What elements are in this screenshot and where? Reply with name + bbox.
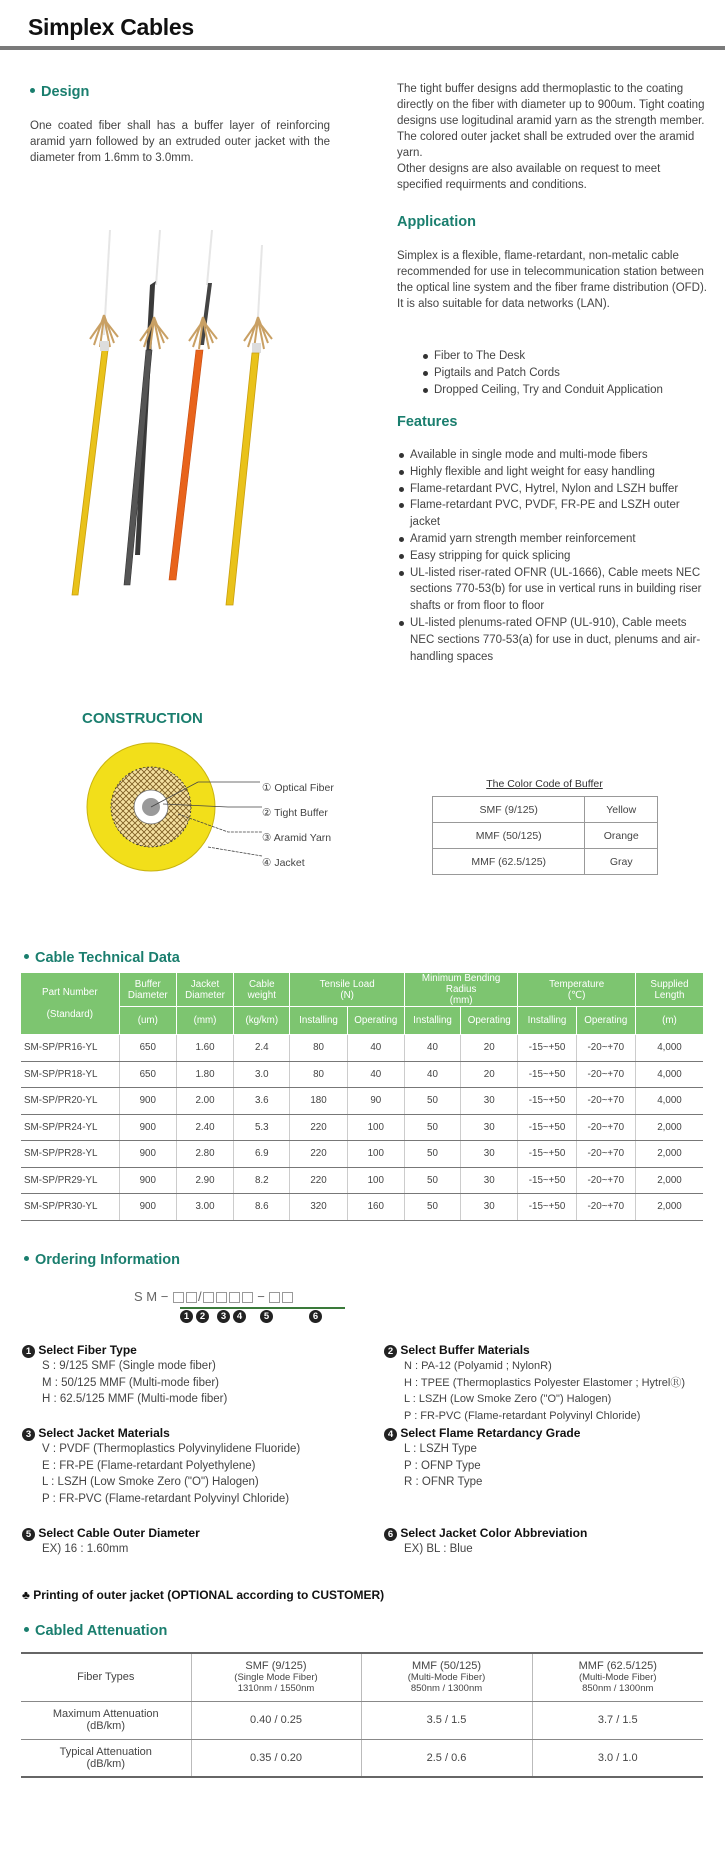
construction-label: ④ Jacket [262, 857, 305, 869]
table-cell: 100 [347, 1141, 404, 1168]
design-text: One coated fiber shall has a buffer layer of reinforcing aramid yarn followed by an extruded outer jacket with the diameter from 1.6mm to 3.0mm. [30, 120, 330, 164]
table-cell: 50 [404, 1194, 460, 1221]
table-cell: 900 [119, 1194, 176, 1221]
table-row: SMF (9/125) Yellow [433, 797, 658, 823]
col-part-number: Part Number (Standard) [21, 973, 119, 1035]
table-cell: 2,000 [635, 1167, 703, 1194]
table-row [21, 1088, 703, 1115]
table-cell: 160 [347, 1194, 404, 1221]
table-cell: 50 [404, 1141, 460, 1168]
list-item: Available in single mode and multi-mode fibers [397, 447, 705, 464]
table-cell: 900 [119, 1114, 176, 1141]
table-cell: 30 [461, 1141, 518, 1168]
table-row [21, 1194, 703, 1221]
design-heading: Design [28, 84, 89, 100]
col-tensile: Tensile Load (N) [290, 973, 405, 1007]
table-row [21, 1114, 703, 1141]
table-cell: 650 [119, 1061, 176, 1088]
list-item: Flame-retardant PVC, Hytrel, Nylon and LSZH buffer [397, 481, 705, 498]
table-cell: 5.3 [234, 1114, 290, 1141]
table-cell: 3.00 [176, 1194, 233, 1221]
list-item: UL-listed riser-rated OFNR (UL-1666), Cable meets NEC sections 770-53(b) for use in vertical runs in building riser shafts or from floor to floor [397, 565, 705, 615]
construction-labels [262, 776, 334, 876]
attenuation-table [21, 1652, 703, 1778]
ordering-section-6: 6 Select Jacket Color Abbreviation EX) BL : Blue [384, 1526, 714, 1558]
table-cell: -20~+70 [576, 1061, 635, 1088]
page-title: Simplex Cables [28, 14, 194, 40]
table-cell: 3.6 [234, 1088, 290, 1115]
table-cell: 320 [290, 1194, 347, 1221]
table-row: MMF (50/125) Orange [433, 823, 658, 849]
title-divider [0, 46, 725, 50]
application-text: Simplex is a flexible, flame-retardant, non-metalic cable recommended for use in telecommunication station between the optical line system and the fiber frame distribution (OFD). It is also suitable for data networks (LAN). [397, 250, 707, 310]
table-cell: 40 [347, 1035, 404, 1062]
table-cell: 900 [119, 1141, 176, 1168]
table-cell: 80 [290, 1035, 347, 1062]
cable-illustration [169, 230, 217, 580]
construction-label: ③ Aramid Yarn [262, 832, 332, 844]
table-cell: 2.4 [234, 1035, 290, 1062]
table-cell: SM-SP/PR30-YL [21, 1194, 119, 1221]
table-row [21, 1167, 703, 1194]
table-cell: 40 [404, 1061, 460, 1088]
ordering-code-pattern: S M − / − [134, 1289, 294, 1304]
table-cell: -15~+50 [518, 1167, 576, 1194]
table-cell: 900 [119, 1167, 176, 1194]
table-cell: -20~+70 [576, 1141, 635, 1168]
col-bending: Minimum Bending Radius (mm) [404, 973, 517, 1007]
table-cell: -20~+70 [576, 1114, 635, 1141]
table-cell: -20~+70 [576, 1167, 635, 1194]
table-cell: 900 [119, 1088, 176, 1115]
table-cell: -15~+50 [518, 1035, 576, 1062]
ordering-code-underline [180, 1307, 345, 1309]
table-cell: 50 [404, 1167, 460, 1194]
table-cell: 50 [404, 1088, 460, 1115]
bullet-icon [24, 954, 29, 959]
ordering-heading: Ordering Information [22, 1252, 180, 1268]
table-cell: 40 [404, 1035, 460, 1062]
list-item: Flame-retardant PVC, PVDF, FR-PE and LSZH outer jacket [397, 497, 705, 531]
construction-heading: CONSTRUCTION [82, 710, 203, 727]
table-cell: 90 [347, 1088, 404, 1115]
table-cell: 40 [347, 1061, 404, 1088]
table-cell: 220 [290, 1114, 347, 1141]
table-cell: SM-SP/PR20-YL [21, 1088, 119, 1115]
table-row: Maximum Attenuation (dB/km) 0.40 / 0.25 3.5 / 1.5 3.7 / 1.5 [21, 1701, 703, 1739]
bullet-icon [30, 88, 35, 93]
table-cell: 2.40 [176, 1114, 233, 1141]
design-continuation: The tight buffer designs add thermoplastic to the coating directly on the fiber with diameter up to 900um. Tight coating designs use logitudinal aramid yarn as the strength member. The colored outer jacket shall be extruded over the aramid yarn. Other designs are also available on request to meet specified requirments and conditions. [397, 83, 705, 191]
table-cell: 30 [461, 1194, 518, 1221]
table-cell: -20~+70 [576, 1088, 635, 1115]
table-cell: 2,000 [635, 1141, 703, 1168]
table-cell: 100 [347, 1114, 404, 1141]
list-item: Aramid yarn strength member reinforcement [397, 531, 705, 548]
table-cell: -15~+50 [518, 1088, 576, 1115]
col-weight: Cable weight [234, 973, 290, 1007]
table-cell: 220 [290, 1167, 347, 1194]
table-cell: 4,000 [635, 1061, 703, 1088]
table-cell: 50 [404, 1114, 460, 1141]
table-cell: -15~+50 [518, 1061, 576, 1088]
table-cell: -20~+70 [576, 1194, 635, 1221]
bullet-icon [24, 1627, 29, 1632]
application-heading: Application [397, 214, 476, 230]
table-cell: 3.0 [234, 1061, 290, 1088]
col-buffer: Buffer Diameter [119, 973, 176, 1007]
features-heading: Features [397, 414, 458, 430]
col-jacket: Jacket Diameter [176, 973, 233, 1007]
table-cell: 2,000 [635, 1194, 703, 1221]
table-cell: 30 [461, 1167, 518, 1194]
list-item: Dropped Ceiling, Try and Conduit Application [421, 382, 711, 399]
table-cell: 2.90 [176, 1167, 233, 1194]
list-item: Easy stripping for quick splicing [397, 548, 705, 565]
table-row: MMF (62.5/125) Gray [433, 849, 658, 875]
ordering-section-3: 3 Select Jacket Materials V : PVDF (Thermoplastics Polyvinylidene Fluoride) E : FR-PE (Flame-retardant Polyethylene) L : LSZH (Low Smoke Zero ("O") Halogen) P : FR-PVC (Flame-retardant Polyvinyl Chloride) [22, 1426, 372, 1507]
table-cell: SM-SP/PR29-YL [21, 1167, 119, 1194]
table-cell: 4,000 [635, 1035, 703, 1062]
bullet-icon [24, 1256, 29, 1261]
color-code-caption: The Color Code of Buffer [486, 778, 603, 790]
table-cell: 30 [461, 1088, 518, 1115]
ordering-section-4: 4 Select Flame Retardancy Grade L : LSZH Type P : OFNP Type R : OFNR Type [384, 1426, 714, 1491]
table-cell: SM-SP/PR24-YL [21, 1114, 119, 1141]
col-temperature: Temperature (℃) [518, 973, 636, 1007]
table-cell: -20~+70 [576, 1035, 635, 1062]
table-cell: 4,000 [635, 1088, 703, 1115]
cable-illustration [124, 230, 168, 585]
table-cell: 650 [119, 1035, 176, 1062]
ordering-code-numbers: 1 2 3 4 5 6 [180, 1310, 322, 1323]
list-item: Pigtails and Patch Cords [421, 365, 711, 382]
table-cell: 1.80 [176, 1061, 233, 1088]
ordering-section-1: 1 Select Fiber Type S : 9/125 SMF (Single mode fiber) M : 50/125 MMF (Multi-mode fiber) H : 62.5/125 MMF (Multi-mode fiber) [22, 1343, 362, 1408]
table-row: Typical Attenuation (dB/km) 0.35 / 0.20 2.5 / 0.6 3.0 / 1.0 [21, 1739, 703, 1777]
construction-label: ② Tight Buffer [262, 807, 328, 819]
list-item: Fiber to The Desk [421, 348, 711, 365]
table-cell: 8.6 [234, 1194, 290, 1221]
table-cell: -15~+50 [518, 1194, 576, 1221]
table-cell: 8.2 [234, 1167, 290, 1194]
table-row [21, 1035, 703, 1062]
printing-note: ♣ Printing of outer jacket (OPTIONAL according to CUSTOMER) [22, 1588, 385, 1602]
table-cell: 30 [461, 1114, 518, 1141]
table-cell: 6.9 [234, 1141, 290, 1168]
table-cell: 80 [290, 1061, 347, 1088]
cable-illustration [226, 245, 272, 605]
table-cell: SM-SP/PR28-YL [21, 1141, 119, 1168]
table-cell: 100 [347, 1167, 404, 1194]
list-item: UL-listed plenums-rated OFNP (UL-910), Cable meets NEC sections 770-53(a) for use in duct, plenums and air-handling spaces [397, 615, 705, 665]
construction-label: ① Optical Fiber [262, 782, 334, 794]
cable-photo [60, 225, 300, 610]
list-item: Highly flexible and light weight for easy handling [397, 464, 705, 481]
tech-data-heading: Cable Technical Data [22, 950, 180, 966]
col-length: Supplied Length [635, 973, 703, 1007]
table-cell: 2.80 [176, 1141, 233, 1168]
table-cell: 20 [461, 1061, 518, 1088]
application-list [421, 348, 711, 398]
table-cell: SM-SP/PR18-YL [21, 1061, 119, 1088]
table-cell: SM-SP/PR16-YL [21, 1035, 119, 1062]
features-list [397, 447, 705, 665]
ordering-section-5: 5 Select Cable Outer Diameter EX) 16 : 1.60mm [22, 1526, 362, 1558]
attenuation-heading: Cabled Attenuation [22, 1623, 167, 1639]
color-code-table [432, 796, 658, 875]
table-row [21, 1061, 703, 1088]
cable-illustration [72, 230, 118, 595]
table-cell: -15~+50 [518, 1114, 576, 1141]
table-cell: 2.00 [176, 1088, 233, 1115]
table-cell: -15~+50 [518, 1141, 576, 1168]
table-cell: 20 [461, 1035, 518, 1062]
table-row [21, 1141, 703, 1168]
table-cell: 1.60 [176, 1035, 233, 1062]
ordering-section-2: 2 Select Buffer Materials N : PA-12 (Polyamid ; NylonR) H : TPEE (Thermoplastics Polyester Elastomer ; HytrelⓇ) L : LSZH (Low Smoke Zero ("O") Halogen) P : FR-PVC (Flame-retardant Polyvinyl Chloride) [384, 1343, 724, 1424]
table-row: Fiber Types SMF (9/125) (Single Mode Fiber) 1310nm / 1550nm MMF (50/125) (Multi-Mode Fiber) 850nm / 1300nm MMF (62.5/125) (Multi-Mode Fiber) 850nm / 1300nm [21, 1653, 703, 1701]
tech-data-table: Part Number (Standard) Buffer Diameter Jacket Diameter Cable weight Tensile Load (N) Minimum Bending Radius (mm) Temperature (℃) Supplied Length (um) (mm) (kg/km) Installing Operating Installing Operating Installing Operating (m) SM-SP/PR16-YL 650 1.60 2.4 80 40 40 20 -15~+50 -20~+70 4,000 SM-SP/PR18-YL 650 1.80 3.0 80 40 40 20 -15~+50 -20~+70 4,000 SM-SP/PR20-YL 900 2.00 3.6 180 90 50 30 -15~+50 -20~+70 4,000 SM-SP/PR24-YL 900 2.40 5.3 220 100 50 30 -15~+50 -20~+70 2,000 SM-SP/PR28-YL 900 2.80 6.9 220 100 50 30 -15~+50 -20~+70 2,000 SM-SP/PR29-YL 900 2.90 8.2 220 100 50 30 -15~+50 -20~+70 2,000 SM-SP/PR30-YL 900 3.00 8.6 320 160 50 30 -15~+50 -20~+70 2,000 [21, 973, 703, 1221]
table-cell: 180 [290, 1088, 347, 1115]
table-cell: 220 [290, 1141, 347, 1168]
table-cell: 2,000 [635, 1114, 703, 1141]
